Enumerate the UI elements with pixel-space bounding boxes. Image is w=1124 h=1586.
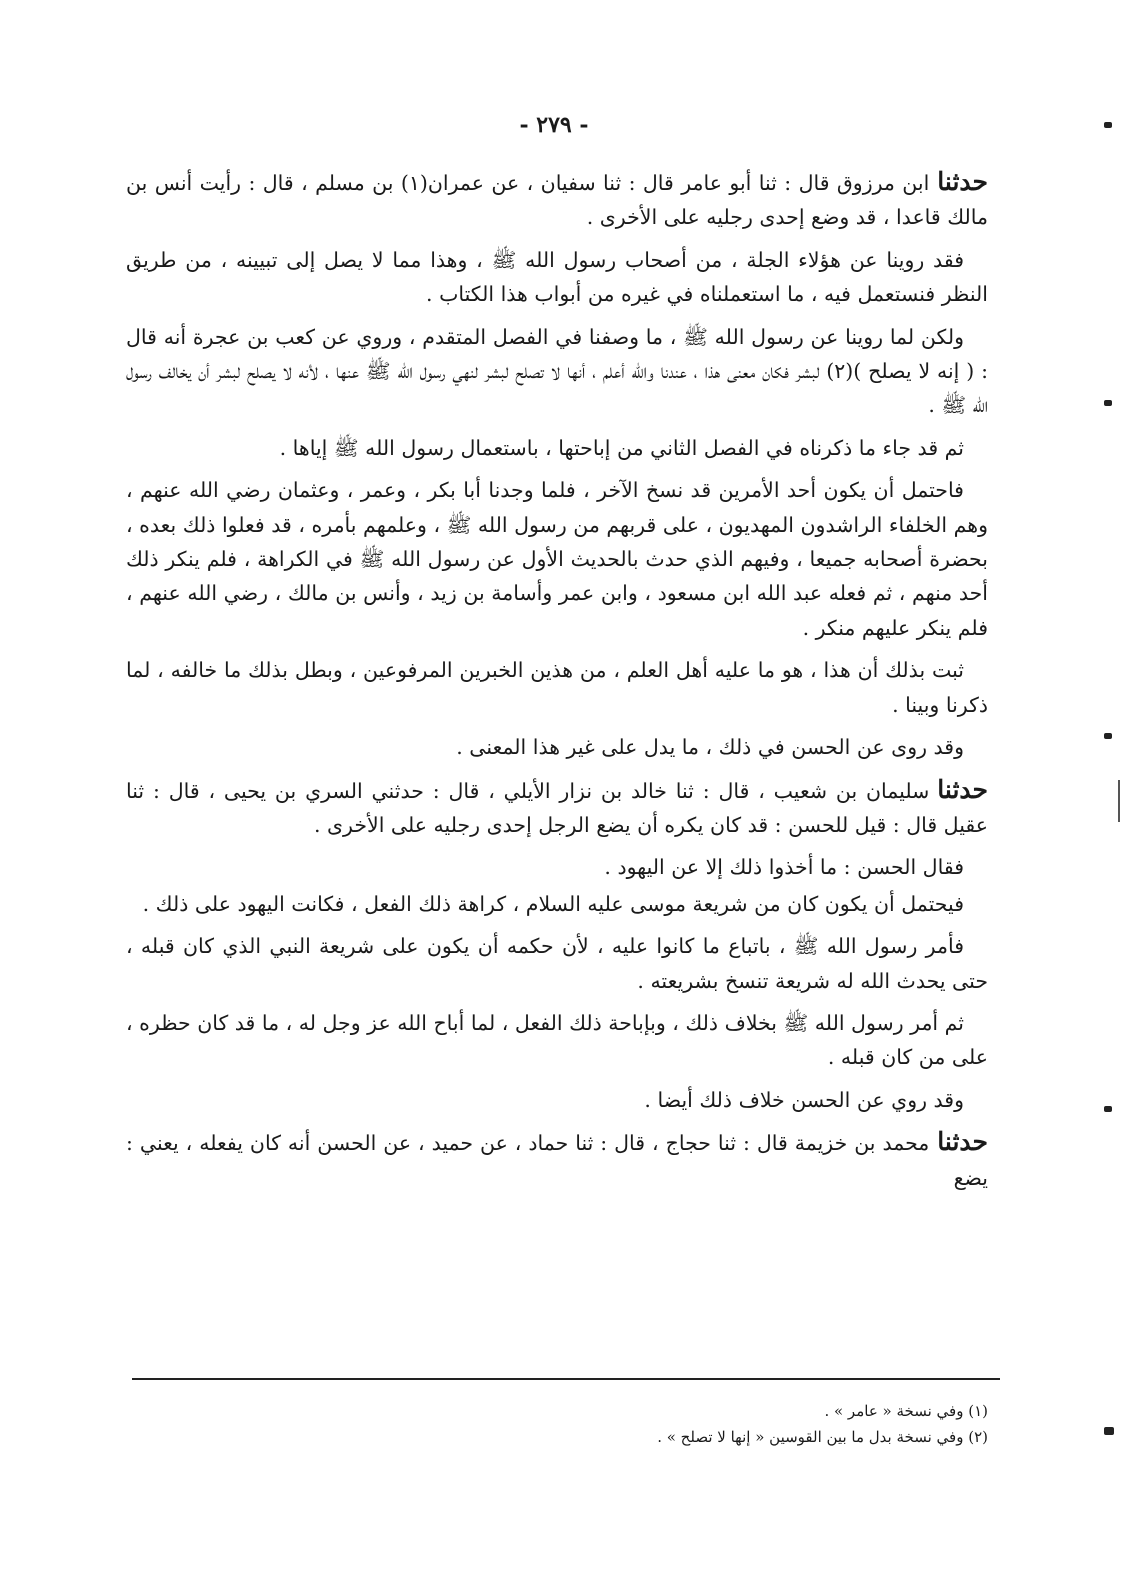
paragraph-7 (126, 730, 988, 764)
paragraph-text: فقال الحسن : ما أخذوا ذلك إلا عن اليهود . (604, 855, 964, 880)
paragraph-text: ثبت بذلك أن هذا ، هو ما عليه أهل العلم ، من هذين الخبرين المرفوعين ، وبطل بذلك ما خالفه ، لما ذكرنا وبينا . (126, 658, 988, 717)
paragraph-text: ابن مرزوق قال : ثنا أبو عامر قال : ثنا سفيان ، عن عمران(١) بن مسلم ، قال : رأيت أنس بن مالك قاعدا ، قد وضع إحدى رجليه على الأخرى . (126, 171, 988, 230)
scan-edge-line (1118, 780, 1120, 822)
paragraph-text: وقد روى عن الحسن في ذلك ، ما يدل على غير هذا المعنى . (456, 735, 964, 760)
hadith-keyword: حدثنا (937, 1127, 988, 1157)
paragraph-text: سليمان بن شعيب ، قال : ثنا خالد بن نزار الأيلي ، قال : حدثني السري بن يحيى ، قال : ثنا عقيل قال : قيل للحسن : قد كان يكره أن يضع الرجل إحدى رجليه على الأخرى . (126, 778, 988, 837)
paragraph-1 (126, 165, 988, 235)
paragraph-10 (126, 887, 988, 921)
scan-edge-mark (1104, 400, 1112, 406)
paragraph-8 (126, 773, 988, 843)
paragraph-5 (126, 473, 988, 645)
paragraph-text: ثم قد جاء ما ذكرناه في الفصل الثاني من إباحتها ، باستعمال رسول الله ﷺ إياها . (279, 435, 964, 460)
footnote-separator (132, 1378, 1000, 1380)
paragraph-2 (126, 243, 988, 312)
paragraph-text: ولكن لما روينا عن رسول الله ﷺ ، ما وصفنا في الفصل المتقدم ، وروي عن كعب بن عجرة أنه قال : ( إنه لا يصلح )(٢) لبشر فكان معنى هذا ، عندنا والله أعلم ، أنها لا تصلح لبشر لنهي رسول الله ﷺ عنها ، لأنه لا يصلح لبشر أن يخالف رسول الله ﷺ . (126, 324, 988, 418)
paragraph-6 (126, 653, 988, 722)
paragraph-13 (126, 1083, 988, 1117)
paragraph-text: فيحتمل أن يكون كان من شريعة موسى عليه السلام ، كراهة ذلك الفعل ، فكانت اليهود على ذلك . (142, 891, 964, 916)
paragraph-11 (126, 929, 988, 998)
paragraph-14 (126, 1125, 988, 1195)
page-number: - ٢٧٩ - (519, 112, 589, 138)
footnotes (126, 1398, 988, 1450)
paragraph-text: فأمر رسول الله ﷺ ، باتباع ما كانوا عليه ، لأن حكمه أن يكون على شريعة النبي الذي كان قبله ، حتى يحدث الله له شريعة تنسخ بشريعته . (126, 934, 988, 993)
paragraph-text: ثم أمر رسول الله ﷺ بخلاف ذلك ، وبإباحة ذلك الفعل ، لما أباح الله عز وجل له ، ما قد كان حظره ، على من كان قبله . (126, 1010, 988, 1070)
scan-edge-mark (1104, 1427, 1114, 1435)
paragraph-text: محمد بن خزيمة قال : ثنا حجاج ، قال : ثنا حماد ، عن حميد ، عن الحسن أنه كان يفعله ، يعني : يضع (126, 1131, 988, 1190)
paragraph-4 (126, 431, 988, 465)
footnote-2: (٢) وفي نسخة بدل ما بين القوسين « إنها لا تصلح » . (657, 1428, 988, 1446)
paragraph-12 (126, 1006, 988, 1075)
scan-edge-mark (1104, 1106, 1112, 1112)
scan-edge-mark (1104, 733, 1112, 739)
hadith-keyword: حدثنا (937, 774, 988, 804)
paragraph-text: فقد روينا عن هؤلاء الجلة ، من أصحاب رسول الله ﷺ ، وهذا مما لا يصل إلى تبيينه ، من طريق النظر فنستعمل فيه ، ما استعملناه في غيره من أبواب هذا الكتاب . (126, 247, 988, 307)
paragraph-3 (126, 320, 988, 423)
main-text (126, 165, 988, 1203)
hadith-keyword: حدثنا (937, 167, 988, 196)
paragraph-9 (126, 850, 988, 884)
paragraph-text: وقد روي عن الحسن خلاف ذلك أيضا . (644, 1087, 964, 1112)
scan-edge-mark (1104, 122, 1112, 128)
footnote-1: (١) وفي نسخة « عامر » . (824, 1402, 988, 1420)
paragraph-text: فاحتمل أن يكون أحد الأمرين قد نسخ الآخر ، فلما وجدنا أبا بكر ، وعمر ، وعثمان رضي الله عنهم ، وهم الخلفاء الراشدون المهديون ، على قربهم من رسول الله ﷺ ، وعلمهم بأمره ، قد فعلوا ذلك بعده ، بحضرة أصحابه جميعا ، وفيهم الذي حدث بالحديث الأول عن رسول الله ﷺ في الكراهة ، فلم ينكر ذلك أحد منهم ، ثم فعله عبد الله ابن مسعود ، وابن عمر وأسامة بن زيد ، وأنس بن مالك ، رضي الله عنهم ، فلم ينكر عليهم منكر . (126, 478, 988, 640)
